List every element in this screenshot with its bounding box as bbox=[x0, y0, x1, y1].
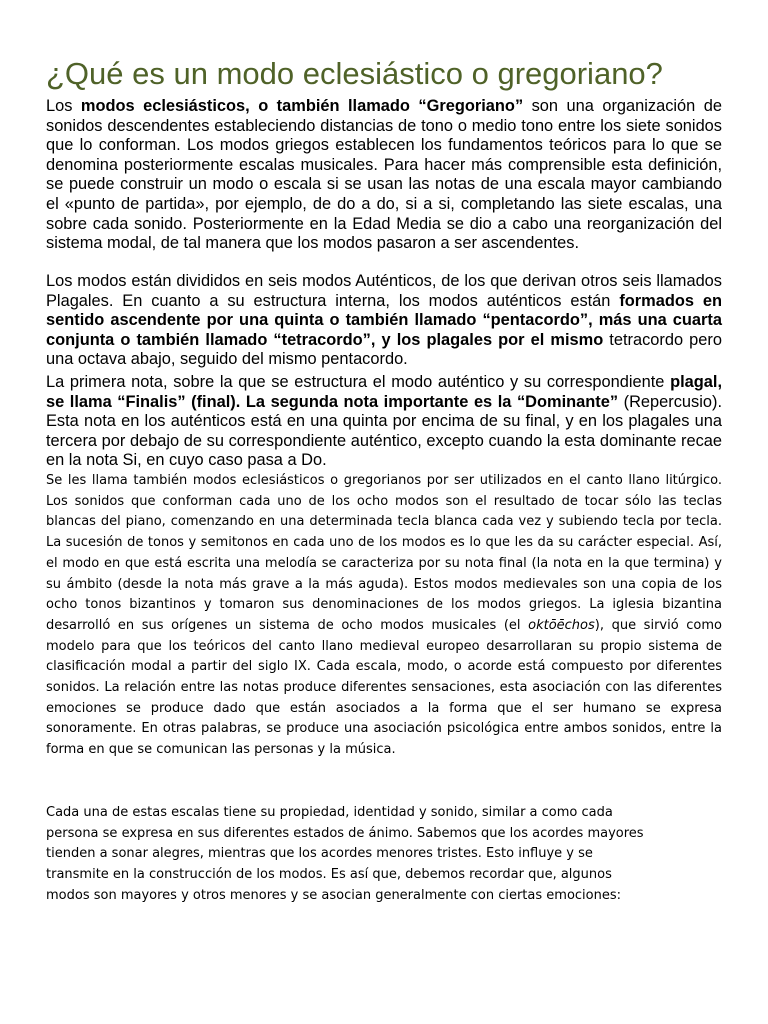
paragraph-definition bbox=[46, 97, 722, 254]
p2-text-c: tetracordo pero una octava abajo, seguido del mismo pentacordo. bbox=[46, 330, 722, 369]
p5-line: Cada una de estas escalas tiene su propiedad, identidad y sonido, similar a como cada bbox=[46, 805, 613, 820]
p3-text-c: (Repercusio). Esta nota en los auténticos está en una quinta por encima de su final, y en los plagales una tercera por debajo de su correspondiente auténtico, excepto cuando la esta dominante recae en la nota Si, en cuyo caso pasa a Do. bbox=[46, 392, 723, 470]
p5-line: tienden a sonar alegres, mientras que los acordes menores tristes. Esto influye y se bbox=[46, 846, 593, 862]
p1-bold: modos eclesiásticos, o también llamado “Gregoriano” bbox=[80, 97, 524, 115]
p4-text-c: ), que sirvió como modelo para que los teóricos del canto llano medieval europeo desarrollaran su propio sistema de clasificación modal a partir del siglo IX. Cada escala, modo, o acorde está compuesto por diferentes sonidos. La relación entre las notas produce diferentes sensaciones, esta asociación con las diferentes emociones se produce dado que están asociados a la forma que el ser humano se expresa sonoramente. En otras palabras, se produce una asociación psicológica entre ambos sonidos, entre la forma en que se comunican las personas y la música. bbox=[46, 617, 722, 758]
paragraph-finalis bbox=[46, 373, 722, 471]
paragraph-structure bbox=[46, 272, 722, 370]
page-title: ¿Qué es un modo eclesiástico o gregoriano? bbox=[46, 56, 663, 91]
p5-line: transmite en la construcción de los modos. Es así que, debemos recordar que, algunos bbox=[46, 867, 612, 883]
p3-text-a: La primera nota, sobre la que se estructura el modo auténtico y su correspondiente bbox=[46, 373, 671, 391]
p1-text-c: son una organización de sonidos descendentes estableciendo distancias de tono o medio tono entre los siete sonidos que lo conforman. Los modos griegos establecen los fundamentos teóricos para lo que se denomina posteriormente escalas musicales. Para hacer más comprensible esta definición, se puede construir un modo o escala si se usan las notas de una escala mayor cambiando el «punto de partida», por ejemplo, de do a do, si a si, completando las siete escalas, una sobre cada sonido. Posteriormente en la Edad Media se dio a cabo una reorganización del sistema modal, de tal manera que los modos pasaron a ser ascendentes. bbox=[46, 97, 722, 253]
p4-italic: oktōēchos bbox=[528, 617, 595, 633]
p1-text-a: Los bbox=[46, 97, 81, 115]
p5-line: modos son mayores y otros menores y se asocian generalmente con ciertas emociones: bbox=[46, 887, 621, 903]
p5-line: persona se expresa en sus diferentes estados de ánimo. Sabemos que los acordes mayores bbox=[46, 825, 644, 841]
p2-bold: formados en sentido ascendente por una quinta o también llamado “pentacordo”, más una cuarta conjunta o también llamado “tetracordo”, y los plagales por el mismo bbox=[46, 291, 722, 349]
paragraph-liturgical bbox=[46, 471, 722, 761]
p3-bold: plagal, se llama “Finalis” (final). La segunda nota importante es la “Dominante” bbox=[46, 373, 722, 411]
paragraph-emotions bbox=[46, 803, 722, 907]
p4-text-a: Se les llama también modos eclesiásticos o gregorianos por ser utilizados en el canto llano litúrgico. Los sonidos que conforman cada uno de los ocho modos son el resultado de tocar sólo las teclas blancas del piano, comenzando en una determinada tecla blanca cada vez y subiendo tecla por tecla. La sucesión de tonos y semitonos en cada uno de los modos es lo que les da su carácter especial. Así, el modo en que está escrita una melodía se caracteriza por su nota final (la nota en la que termina) y su ámbito (desde la nota más grave a la más aguda). Estos modos medievales son una copia de los ocho tonos bizantinos y tomaron sus denominaciones de los modos griegos. La iglesia bizantina desarrolló en sus orígenes un sistema de ocho modos musicales (el bbox=[46, 473, 722, 633]
p2-text-a: Los modos están divididos en seis modos Auténticos, de los que derivan otros seis llamados Plagales. En cuanto a su estructura interna, los modos auténticos están bbox=[46, 272, 722, 310]
